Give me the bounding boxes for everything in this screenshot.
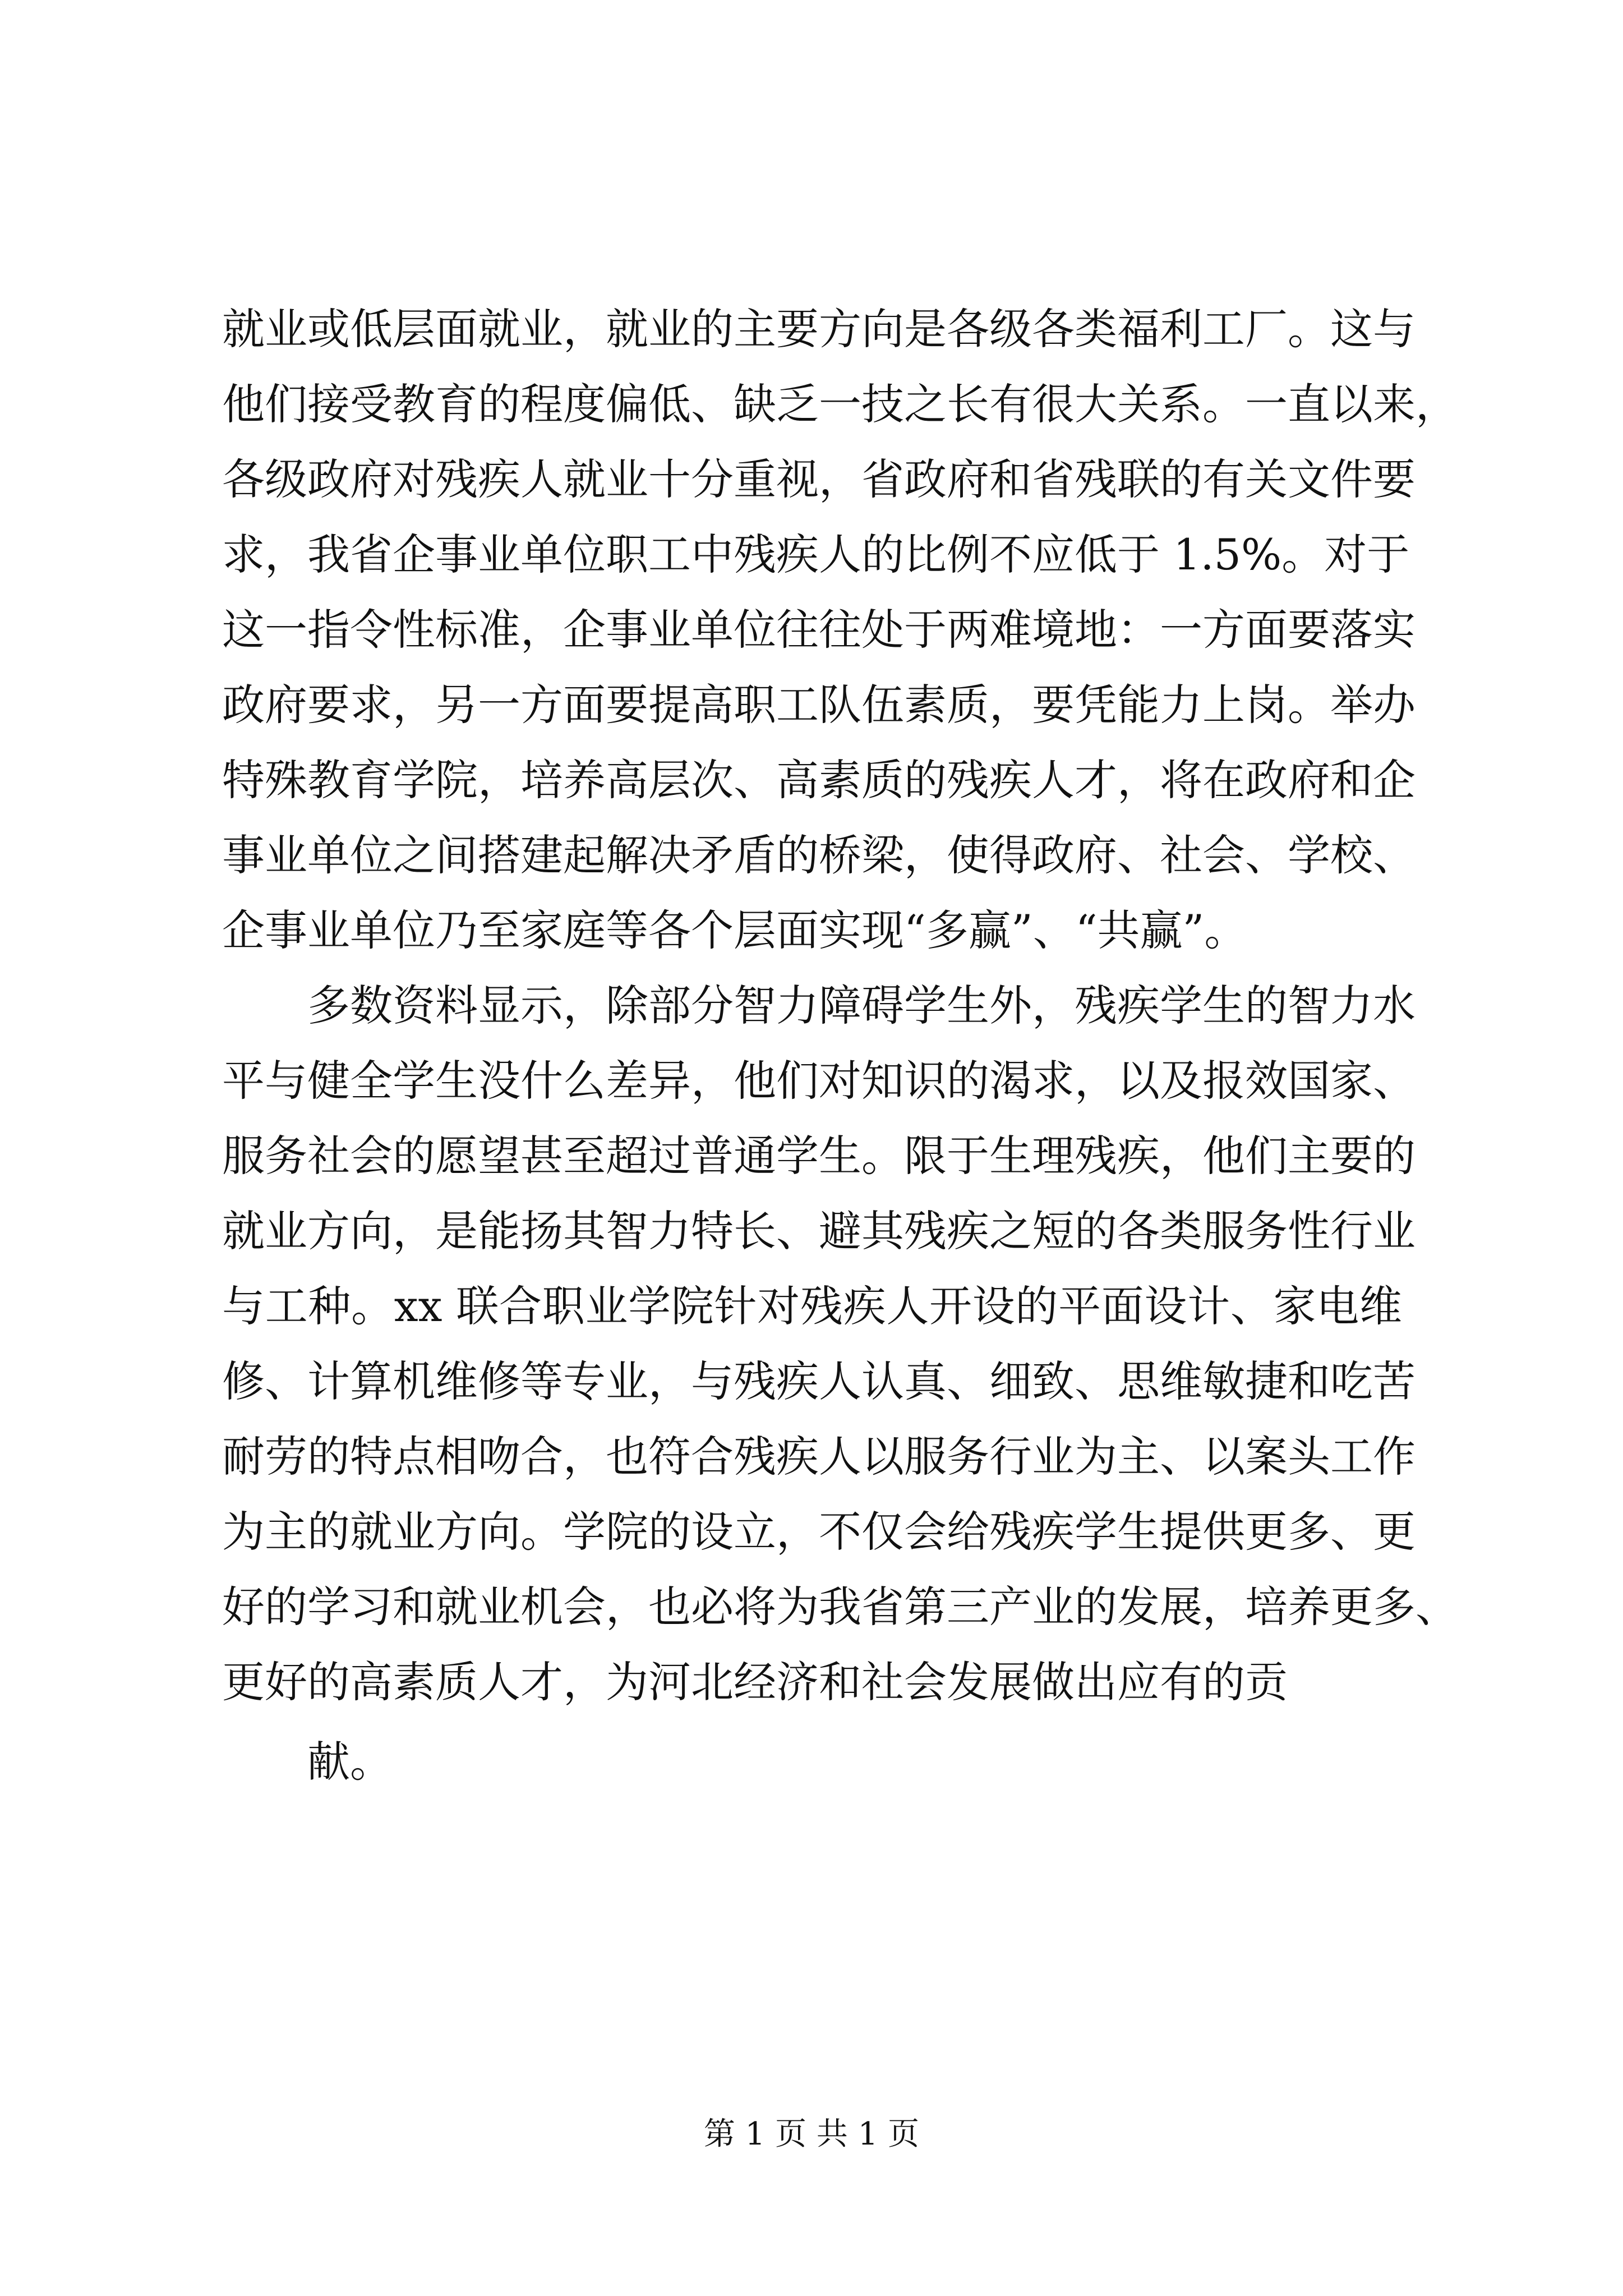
text-line: 这一指令性标准，企事业单位往往处于两难境地：一方面要落实	[222, 605, 1415, 655]
text-line: 献。	[307, 1737, 393, 1787]
text-line: 服务社会的愿望甚至超过普通学生。限于生理残疾，他们主要的	[222, 1131, 1415, 1181]
text-line: 平与健全学生没什么差异，他们对知识的渴求，以及报效国家、	[222, 1056, 1415, 1106]
body-text	[222, 292, 1458, 1800]
text-line: 多数资料显示，除部分智力障碍学生外，残疾学生的智力水	[307, 981, 1415, 1030]
text-line: 求，我省企事业单位职工中残疾人的比例不应低于 1.5%。对于	[222, 530, 1410, 579]
text-line: 更好的高素质人才，为河北经济和社会发展做出应有的贡	[222, 1657, 1288, 1707]
text-line: 事业单位之间搭建起解决矛盾的桥梁，使得政府、社会、学校、	[222, 830, 1415, 880]
text-line: 政府要求，另一方面要提高职工队伍素质，要凭能力上岗。举办	[222, 680, 1415, 730]
text-line: 耐劳的特点相吻合，也符合残疾人以服务行业为主、以案头工作	[222, 1432, 1415, 1481]
page-footer: 第 1 页 共 1 页	[703, 2116, 920, 2152]
text-line: 为主的就业方向。学院的设立，不仅会给残疾学生提供更多、更	[222, 1507, 1415, 1557]
text-line: 修、计算机维修等专业，与残疾人认真、细致、思维敏捷和吃苦	[222, 1356, 1415, 1406]
text-line: 就业方向，是能扬其智力特长、避其残疾之短的各类服务性行业	[222, 1206, 1415, 1256]
text-line: 与工种。xx 联合职业学院针对残疾人开设的平面设计、家电维	[222, 1281, 1402, 1331]
text-line: 特殊教育学院，培养高层次、高素质的残疾人才，将在政府和企	[222, 755, 1415, 805]
text-line: 好的学习和就业机会，也必将为我省第三产业的发展，培养更多、	[222, 1582, 1458, 1632]
text-line: 就业或低层面就业，就业的主要方向是各级各类福利工厂。这与	[222, 304, 1415, 354]
text-line: 各级政府对残疾人就业十分重视，省政府和省残联的有关文件要	[222, 454, 1415, 504]
text-line: 企事业单位乃至家庭等各个层面实现“多赢”、“共赢”。	[222, 905, 1247, 955]
text-line: 他们接受教育的程度偏低、缺乏一技之长有很大关系。一直以来，	[222, 379, 1458, 429]
